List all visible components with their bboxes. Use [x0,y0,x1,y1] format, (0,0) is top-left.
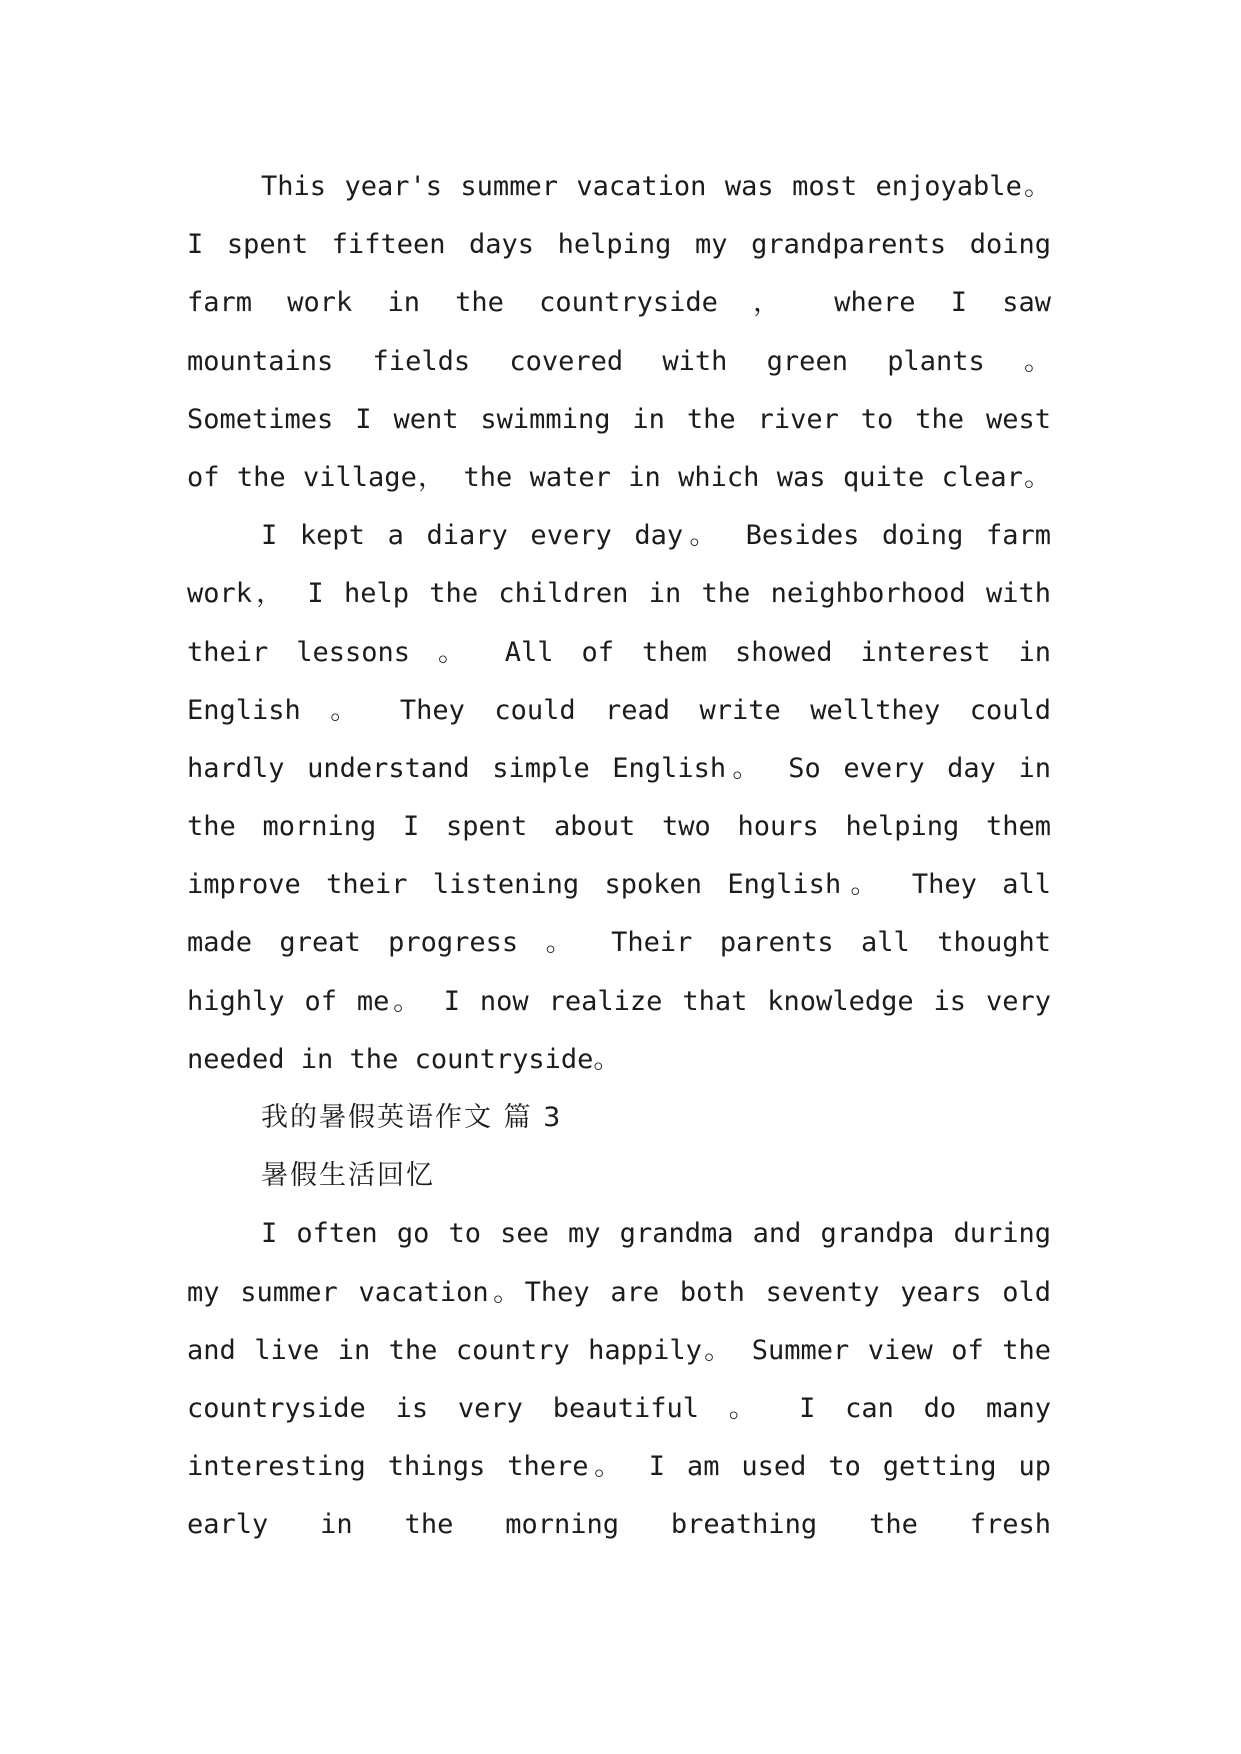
text-line: English 。 They could read write wellthey could [187,694,1051,726]
text-line: work， I help the children in the neighborhood with [187,578,1051,610]
text-line: mountains fields covered with green plants 。 [187,345,1051,377]
text-line: farm work in the countryside ， where I saw [187,287,1051,319]
section-subtitle: 暑假生活回忆 [261,1160,435,1192]
text-line: highly of me。 I now realize that knowledge is very [187,985,1051,1017]
text-line: and live in the country happily。 Summer view of the [187,1334,1051,1366]
text-line: their lessons 。 All of them showed interest in [187,636,1051,668]
text-line: made great progress 。 Their parents all thought [187,927,1051,959]
text-line: I spent fifteen days helping my grandparents doing [187,229,1051,261]
text-line: early in the morning breathing the fresh [187,1509,1051,1541]
text-line: This year's summer vacation was most enjoyable。 [261,171,1051,202]
text-line: hardly understand simple English。 So every day in [187,752,1051,784]
section-heading: 我的暑假英语作文 篇 3 [261,1102,563,1133]
text-line: the morning I spent about two hours helping them [187,811,1051,843]
text-line: I often go to see my grandma and grandpa during [261,1218,1051,1250]
text-line: needed in the countryside。 [187,1043,621,1075]
document-body [187,158,1051,1555]
paragraph-diary [187,507,1051,1089]
text-line: Sometimes I went swimming in the river to the west [187,403,1051,435]
paragraph-summer-vacation [187,158,1051,507]
text-line: I kept a diary every day。 Besides doing farm [261,520,1051,552]
text-line: interesting things there。 I am used to getting up [187,1451,1051,1483]
text-line: improve their listening spoken English。 They all [187,869,1051,901]
text-line: of the village， the water in which was quite clear。 [187,461,1051,493]
paragraph-grandparents [187,1205,1051,1554]
text-line: my summer vacation。They are both seventy years old [187,1276,1051,1308]
text-line: countryside is very beautiful 。 I can do many [187,1392,1051,1424]
